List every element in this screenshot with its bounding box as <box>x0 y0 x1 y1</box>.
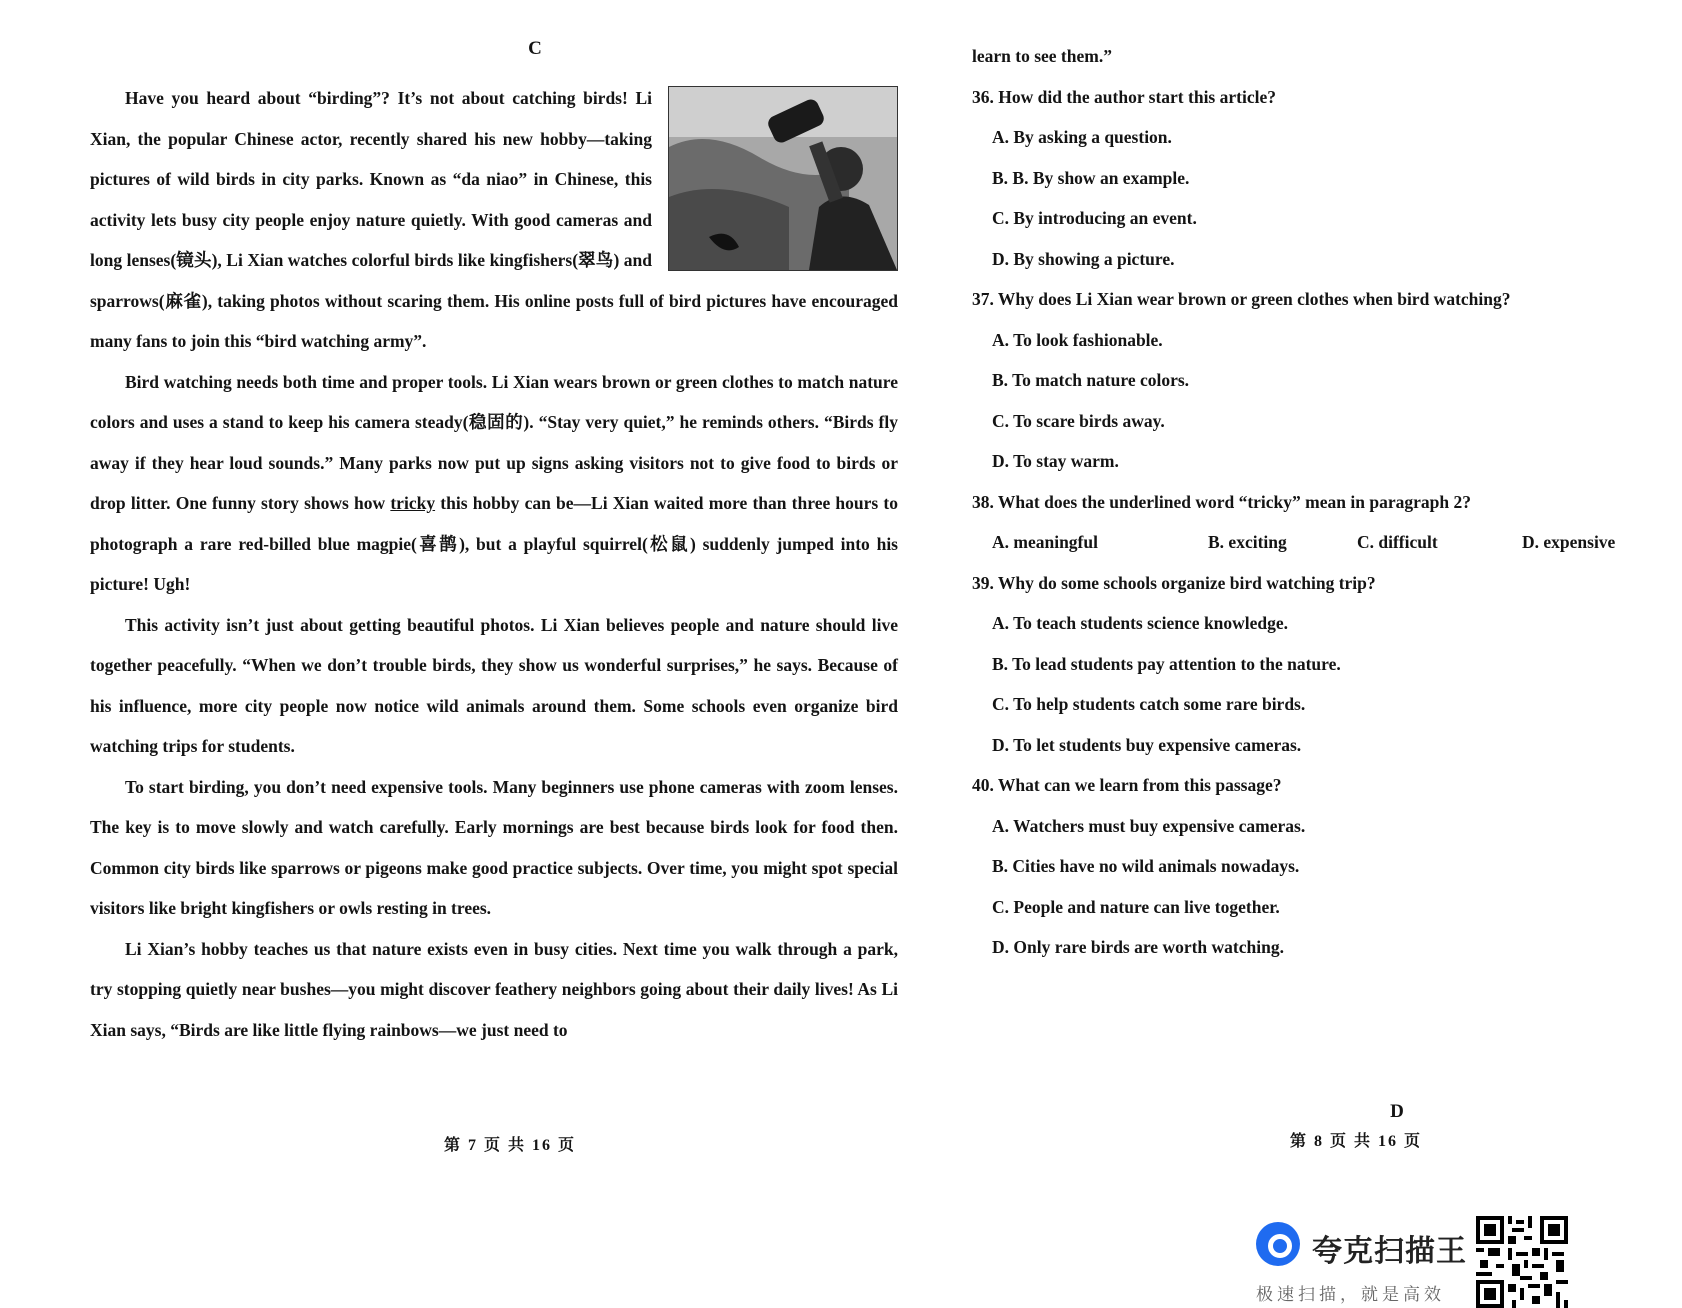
question-36-option-d: D. By showing a picture. <box>992 248 1175 269</box>
question-36-option-c: C. By introducing an event. <box>992 208 1197 228</box>
question-39: 39. Why do some schools organize bird watching trip? <box>972 572 1376 593</box>
scanner-app-name: 夸克扫描王 <box>1312 1234 1467 1269</box>
question-36-option-b: B. B. By show an example. <box>992 167 1190 188</box>
question-38-option-c: C. difficult <box>1357 532 1438 552</box>
question-37-option-a: A. To look fashionable. <box>992 329 1163 350</box>
section-label-d: D <box>1390 1101 1404 1122</box>
underlined-word-tricky: tricky <box>390 493 436 513</box>
question-39-option-c: C. To help students catch some rare birds. <box>992 694 1306 714</box>
reading-passage-c <box>90 78 898 1050</box>
page-footer-right: 第 8 页 共 16 页 <box>1290 1133 1423 1150</box>
passage-continuation: learn to see them.” <box>972 46 1112 66</box>
page-footer-left: 第 7 页 共 16 页 <box>444 1137 577 1154</box>
paragraph-2: Bird watching needs both time and proper tools. Li Xian wears brown or green clothes to match nature colors and uses a stand to keep his camera steady(稳固的). “Stay very quiet,” he reminds others. “Birds fly away if they hear loud sounds.” Many parks now put up signs asking visitors not to give food to birds or drop litter. One funny story shows how tricky this hobby can be—Li Xian waited more than three hours to photograph a rare red-billed blue magpie(喜鹊), but a playful squirrel(松鼠) suddenly jumped into his picture! Ugh! <box>90 371 898 594</box>
question-40-option-d: D. Only rare birds are worth watching. <box>992 937 1284 957</box>
question-40-option-a: A. Watchers must buy expensive cameras. <box>992 815 1306 836</box>
question-38-option-b: B. exciting <box>1208 532 1287 552</box>
question-38-option-a: A. meaningful <box>992 532 1098 552</box>
question-38-options <box>992 522 1662 563</box>
paragraph-5: Li Xian’s hobby teaches us that nature exists even in busy cities. Next time you walk through a park, try stopping quietly near bushes—you might discover feathery neighbors going about their daily lives! As Li Xian says, “Birds are like little flying rainbows—we just need to <box>90 938 898 1040</box>
question-38-option-d: D. expensive <box>1522 532 1616 552</box>
question-37: 37. Why does Li Xian wear brown or green clothes when bird watching? <box>972 289 1511 309</box>
section-label-c: C <box>528 38 542 59</box>
scanner-slogan: 极速扫描，就是高效 <box>1256 1285 1445 1305</box>
question-36-option-a: A. By asking a question. <box>992 127 1172 147</box>
paragraph-3: This activity isn’t just about getting beautiful photos. Li Xian believes people and nature should live together peacefully. “When we don’t trouble birds, they show us wonderful surprises,” he says. Because of his influence, more city people now notice wild animals around them. Some schools even organize bird watching trips for students. <box>90 614 898 756</box>
qr-code-icon <box>1476 1216 1568 1308</box>
question-40: 40. What can we learn from this passage? <box>972 775 1282 795</box>
question-37-option-d: D. To stay warm. <box>992 451 1119 471</box>
question-38: 38. What does the underlined word “tricky” mean in paragraph 2? <box>972 491 1471 512</box>
paragraph-4: To start birding, you don’t need expensive tools. Many beginners use phone cameras with zoom lenses. The key is to move slowly and watch carefully. Early mornings are best because birds look for food then. Common city birds like sparrows or pigeons make good practice subjects. Over time, you might spot special visitors like bright kingfishers or owls resting in trees. <box>90 776 898 918</box>
question-39-option-d: D. To let students buy expensive cameras. <box>992 734 1302 755</box>
question-40-option-b: B. Cities have no wild animals nowadays. <box>992 856 1300 876</box>
quark-logo-icon <box>1256 1222 1300 1266</box>
question-37-option-b: B. To match nature colors. <box>992 370 1190 390</box>
question-40-option-c: C. People and nature can live together. <box>992 896 1280 917</box>
question-39-option-b: B. To lead students pay attention to the nature. <box>992 653 1341 674</box>
question-37-option-c: C. To scare birds away. <box>992 410 1165 431</box>
birding-photo <box>668 86 898 271</box>
question-39-option-a: A. To teach students science knowledge. <box>992 613 1289 633</box>
photographer-illustration <box>669 87 897 270</box>
questions-panel <box>972 36 1662 968</box>
question-36: 36. How did the author start this article? <box>972 86 1276 107</box>
paragraph-1: Have you heard about “birding”? It’s not about catching birds! Li Xian, the popular Chinese actor, recently shared his new hobby—taking pictures of wild birds in city parks. Known as “da niao” in Chinese, this activity lets busy city people enjoy nature quietly. With good cameras and long lenses(镜头), Li Xian watches colorful birds like kingfishers(翠鸟) and sparrows(麻雀), taking photos without scaring them. His online posts full of bird pictures have encouraged many fans to join this “bird watching army”. <box>90 88 898 351</box>
